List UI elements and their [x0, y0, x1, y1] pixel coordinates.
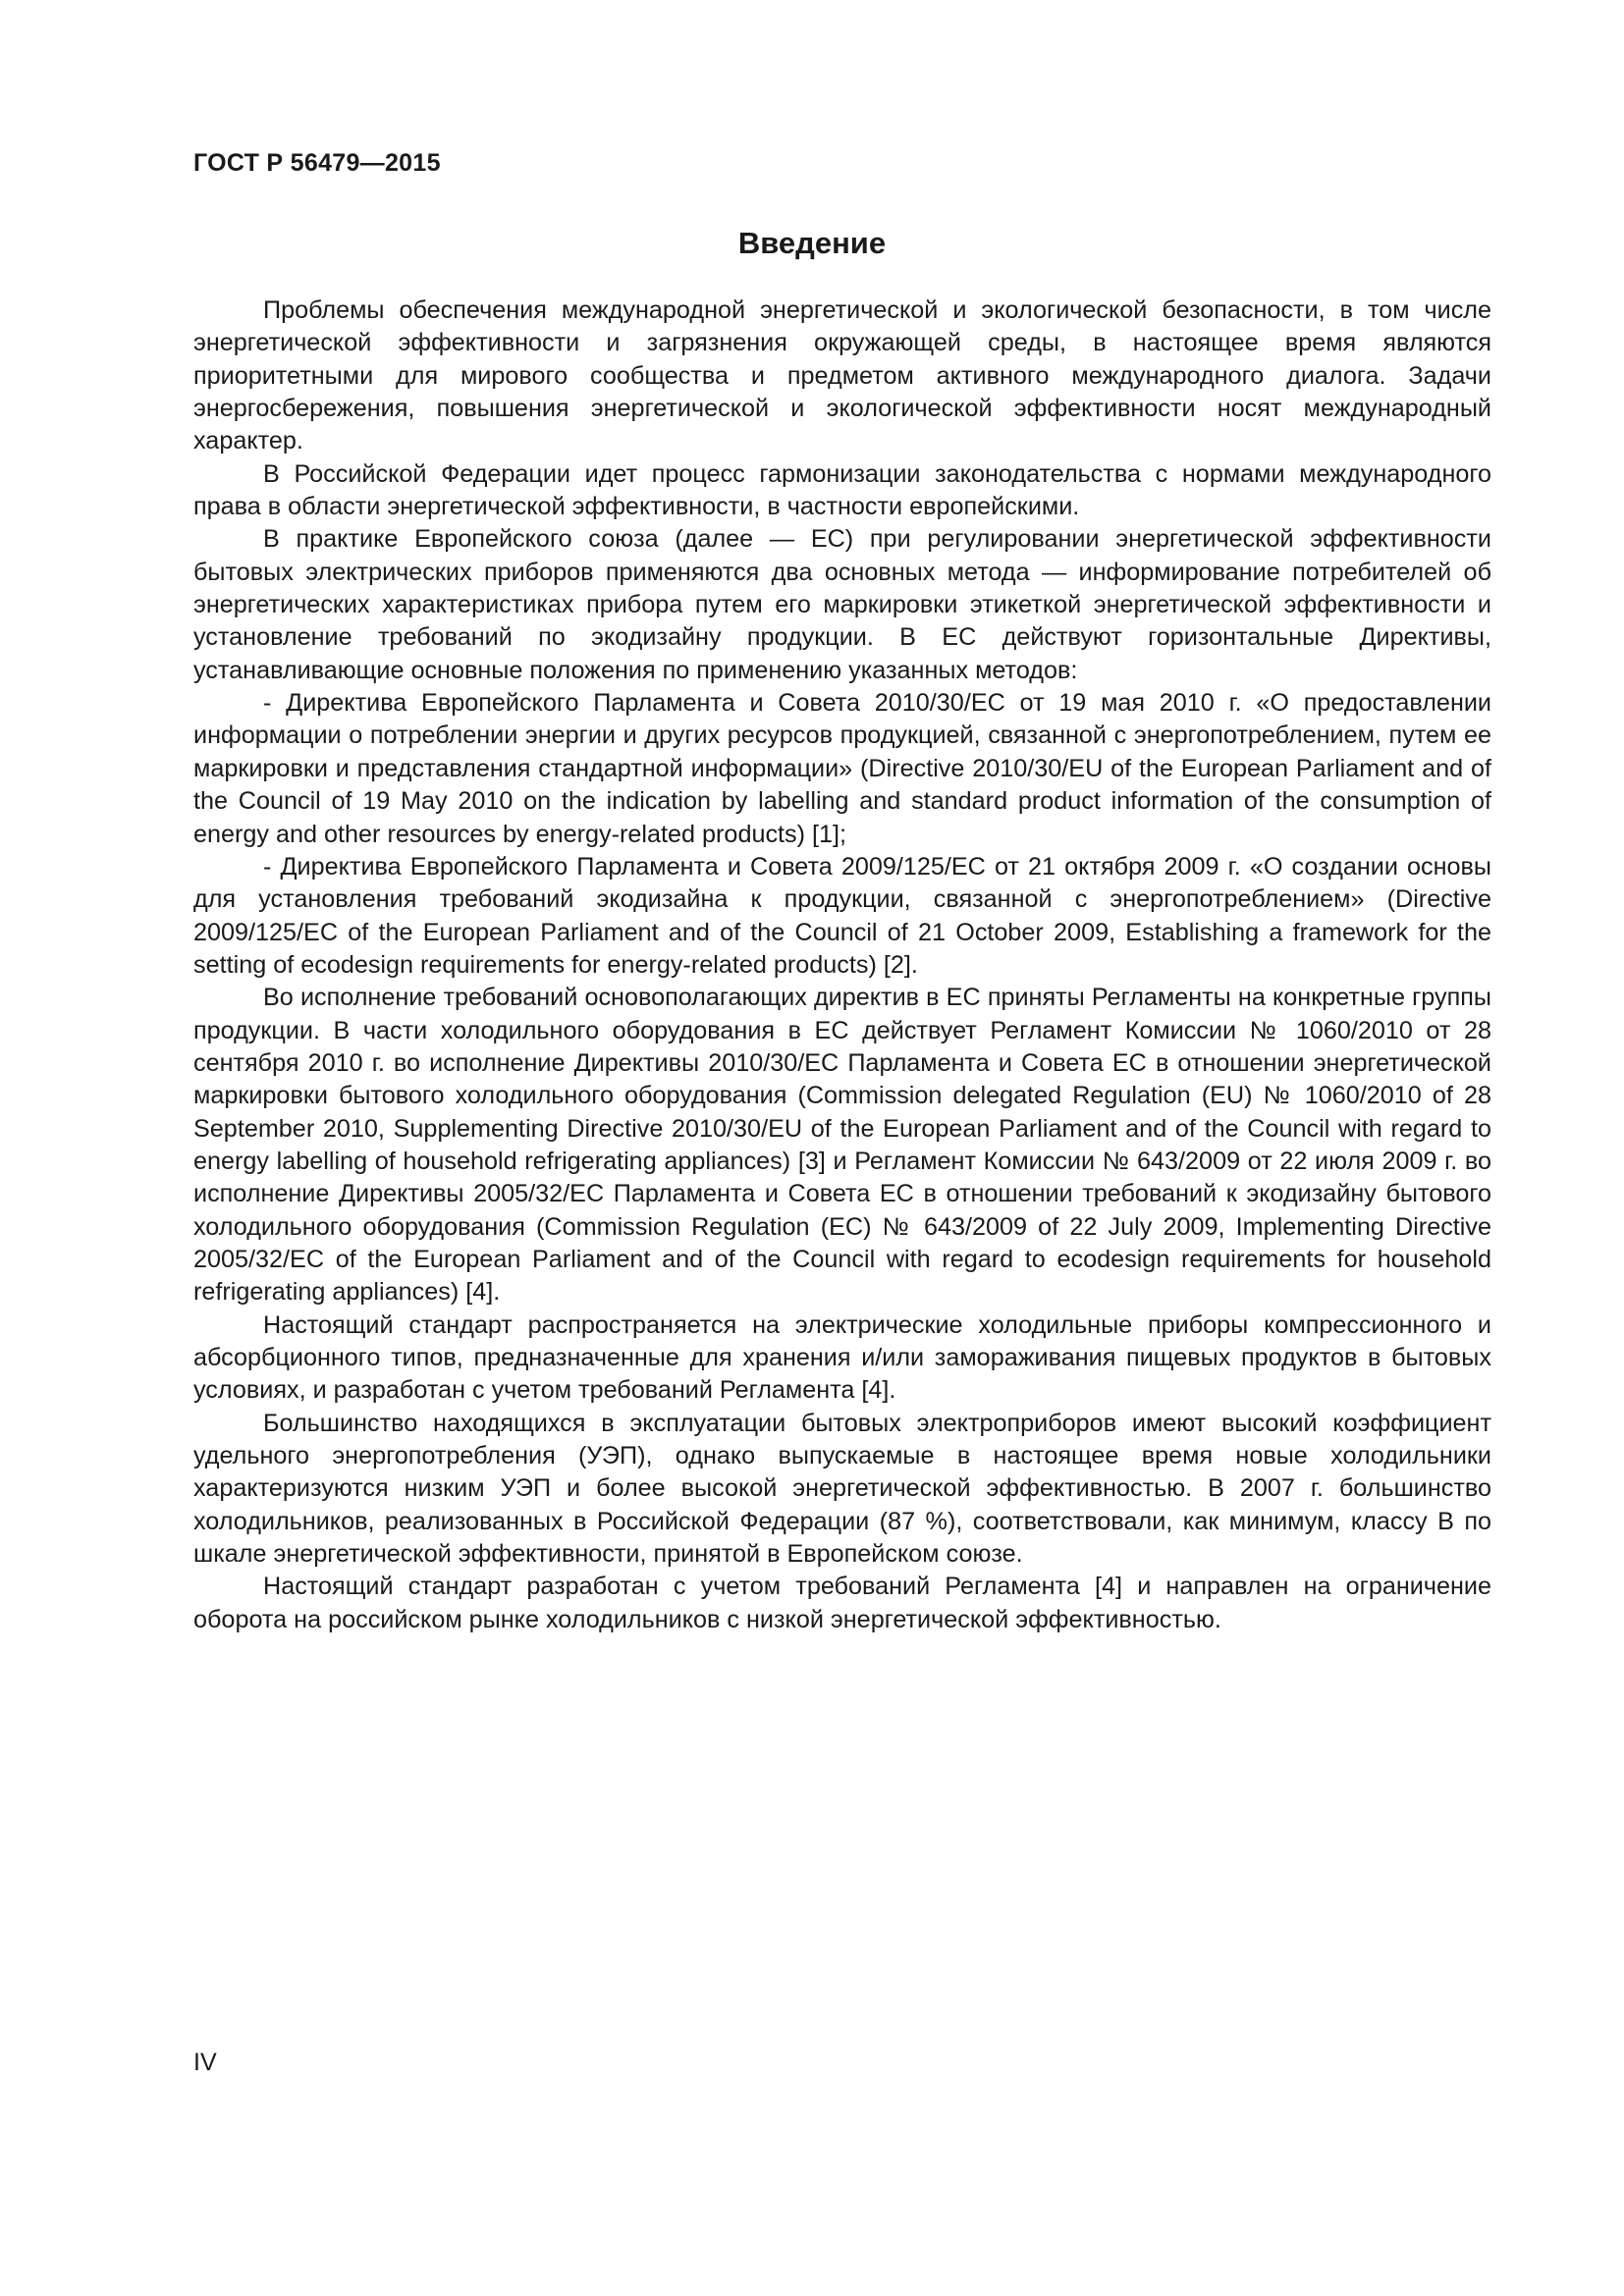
paragraph: Настоящий стандарт разработан с учетом требований Регламента [4] и направлен на ограничение оборота на российском рынке холодильников с низкой энергетической эффективностью.	[193, 1573, 1491, 1633]
paragraph: Во исполнение требований основополагающих директив в ЕС приняты Регламенты на конкретные группы продукции. В части холодильного оборудования в ЕС действует Регламент Комиссии № 1060/2010 от 28 сентября 2010 г. во исполнение Директивы 2010/30/ЕС Парламента и Совета ЕС в отношении энергетической маркировки бытового холодильного оборудования (Commission delegated Regulation (EU) № 1060/2010 of 28 September 2010, Supplementing Directive 2010/30/EU of the European Parliament and of the Council with regard to energy labelling of household refrigerating appliances) [3] и Регламент Комиссии № 643/2009 от 22 июля 2009 г. во исполнение Директивы 2005/32/ЕС Парламента и Совета ЕС в отношении требований к экодизайну бытового холодильного оборудования (Commission Regulation (EC) № 643/2009 of 22 July 2009, Implementing Directive 2005/32/EC of the European Parliament and of the Council with regard to ecodesign requirements for household refrigerating appliances) [4].	[193, 984, 1491, 1307]
section-title: Введение	[737, 226, 887, 260]
paragraph: - Директива Европейского Парламента и Совета 2010/30/ЕС от 19 мая 2010 г. «О предоставлении информации о потреблении энергии и других ресурсов продукцией, связанной с энергопотреблением, путем ее маркировки и представления стандартной информации» (Directive 2010/30/EU of the European Parliament and of the Council of 19 May 2010 on the indication by labelling and standard product information of the consumption of energy and other resources by energy-related products) [1];	[193, 689, 1491, 848]
paragraph: Проблемы обеспечения международной энергетической и экологической безопасности, в том числе энергетической эффективности и загрязнения окружающей среды, в настоящее время являются приоритетными для мирового сообщества и предметом активного международного диалога. Задачи энергосбережения, повышения энергетической и экологической эффективности носят международный характер.	[193, 296, 1491, 455]
paragraph: В практике Европейского союза (далее — ЕС) при регулировании энергетической эффективности бытовых электрических приборов применяются два основных метода — информирование потребителей об энергетических характеристиках прибора путем его маркировки этикеткой энергетической эффективности и установление требований по экодизайну продукции. В ЕС действуют горизонтальные Директивы, устанавливающие основные положения по применению указанных методов:	[193, 525, 1491, 684]
paragraph: Большинство находящихся в эксплуатации бытовых электроприборов имеют высокий коэффициент удельного энергопотребления (УЭП), однако выпускаемые в настоящее время новые холодильники характеризуются низким УЭП и более высокой энергетической эффективностью. В 2007 г. большинство холодильников, реализованных в Российской Федерации (87 %), соответствовали, как минимум, классу В по шкале энергетической эффективности, принятой в Европейском союзе.	[193, 1409, 1491, 1569]
document-code: ГОСТ Р 56479—2015	[193, 149, 441, 177]
paragraph: - Директива Европейского Парламента и Совета 2009/125/ЕС от 21 октября 2009 г. «О создании основы для установления требований экодизайна к продукции, связанной с энергопотреблением» (Directive 2009/125/EC of the European Parliament and of the Council of 21 October 2009, Establishing a framework for the setting of ecodesign requirements for energy-related products) [2].	[193, 852, 1491, 979]
page-number: IV	[193, 2049, 217, 2076]
introduction-body	[193, 294, 1491, 1636]
paragraph: В Российской Федерации идет процесс гармонизации законодательства с нормами международного права в области энергетической эффективности, в частности европейскими.	[193, 459, 1491, 521]
paragraph: Настоящий стандарт распространяется на электрические холодильные приборы компрессионного и абсорбционного типов, предназначенные для хранения и/или замораживания пищевых продуктов в бытовых условиях, и разработан с учетом требований Регламента [4].	[193, 1310, 1491, 1405]
